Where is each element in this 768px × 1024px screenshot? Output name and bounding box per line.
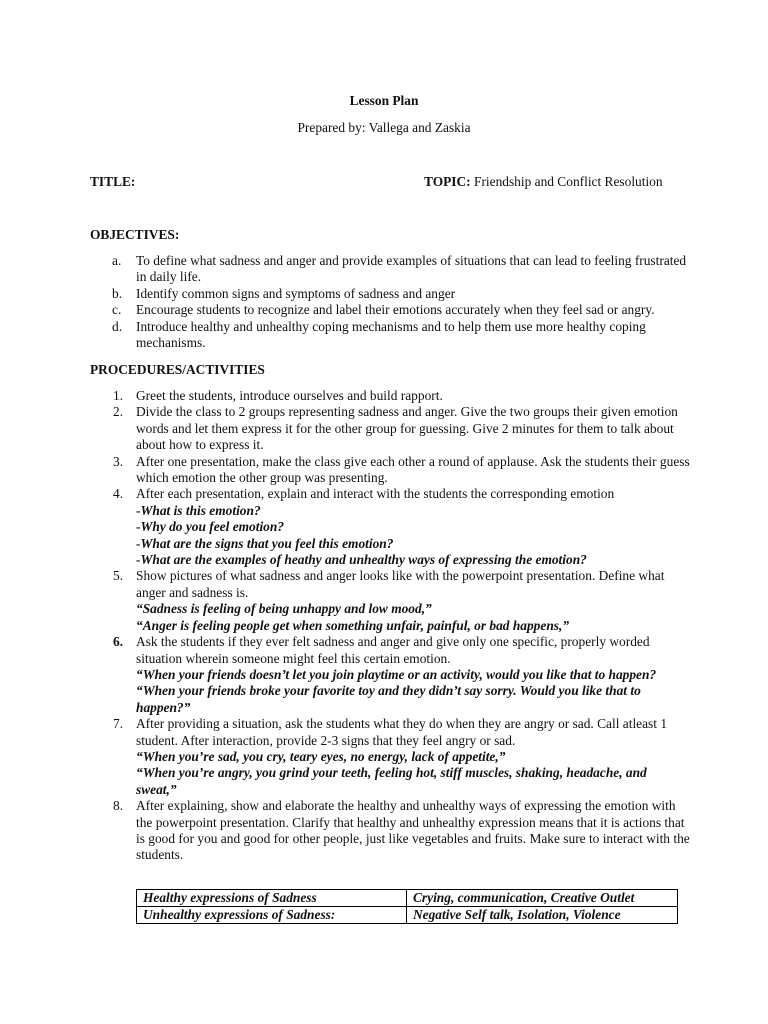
sadness-expressions-table [136,889,678,924]
title-label: TITLE: [90,174,136,189]
list-item [90,253,690,286]
list-marker: a. [112,253,122,268]
table-cell: Crying, communication, Creative Outlet [407,890,678,907]
table-cell: Negative Self talk, Isolation, Violence [407,907,678,924]
list-item [90,568,690,634]
list-item-text: Divide the class to 2 groups representing sadness and anger. Give the two groups their given emotion words and let them express it for the other group for guessing. Give 2 minutes for them to talk about about how to express it. [136,404,678,453]
table-cell: Healthy expressions of Sadness [137,890,407,907]
question-line: -What is this emotion? [136,502,261,518]
list-item [90,302,690,318]
list-item-text: After one presentation, make the class give each other a round of applause. Ask the students their guess which emotion the other group was presenting. [136,453,690,486]
procedures-list [90,388,690,864]
list-marker: 7. [113,716,124,732]
list-item [90,286,690,302]
list-item [90,798,690,864]
topic-label: TOPIC: [424,174,471,189]
procedures-heading: PROCEDURES/ACTIVITIES [90,362,265,377]
list-marker: 5. [113,568,124,584]
table-cell: Unhealthy expressions of Sadness: [137,907,407,924]
list-item-text: Ask the students if they ever felt sadness and anger and give only one specific, properly worded situation wherein someone might feel this certain emotion. [136,634,650,666]
list-item [90,454,690,487]
list-item-text: Identify common signs and symptoms of sadness and anger [136,285,456,301]
quote-line: “When you’re angry, you grind your teeth, feeling hot, stiff muscles, shaking, headache, and sweat,” [136,765,647,797]
list-marker: b. [112,285,123,301]
quote-line: “When your friends doesn’t let you join playtime or an activity, would you like that to happen? [136,666,657,682]
list-item [90,634,690,716]
topic-line [424,174,663,190]
prepared-by: Prepared by: Vallega and Zaskia [297,120,471,135]
question-line: -What are the signs that you feel this emotion? [136,535,394,551]
table-row [137,907,678,924]
list-item-text: Greet the students, introduce ourselves and build rapport. [136,388,443,403]
quote-line: “When you’re sad, you cry, teary eyes, no energy, lack of appetite,” [136,748,506,764]
list-marker: d. [112,318,123,334]
quote-line: “Anger is feeling people get when something unfair, painful, or bad happens,” [136,617,570,633]
list-item [90,388,690,404]
objectives-list [90,253,690,351]
quote-line: “Sadness is feeling of being unhappy and low mood,” [136,601,432,617]
list-item [90,319,690,352]
list-item-text: Encourage students to recognize and label their emotions accurately when they feel sad or angry. [136,302,655,318]
list-item [90,486,690,568]
list-marker: 4. [113,486,124,502]
list-marker: c. [112,302,122,318]
list-item [90,404,690,453]
list-item-text: After each presentation, explain and interact with the students the corresponding emotion [136,486,615,502]
list-marker: 6. [113,634,124,650]
document-title: Lesson Plan [349,93,419,108]
list-marker: 8. [113,798,124,814]
topic-value: Friendship and Conflict Resolution [474,174,663,189]
table-row [137,890,678,907]
question-line: -What are the examples of heathy and unhealthy ways of expressing the emotion? [136,552,587,568]
list-item-text: Introduce healthy and unhealthy coping mechanisms and to help them use more healthy coping mechanisms. [136,318,646,351]
list-item-text: Show pictures of what sadness and anger looks like with the powerpoint presentation. Define what anger and sadness is. [136,568,665,600]
list-item-text: After providing a situation, ask the students what they do when they are angry or sad. Call atleast 1 student. After interaction, provide 2-3 signs that they feel angry or sad. [136,716,668,748]
list-marker: 2. [113,404,124,420]
list-marker: 3. [113,453,124,469]
objectives-heading: OBJECTIVES: [90,227,180,242]
list-item [90,716,690,798]
list-marker: 1. [113,388,124,403]
question-line: -Why do you feel emotion? [136,519,285,535]
list-item-text: To define what sadness and anger and provide examples of situations that can lead to feeling frustrated in daily life. [136,253,687,285]
list-item-text: After explaining, show and elaborate the healthy and unhealthy ways of expressing the emotion with the powerpoint presentation. Clarify that healthy and unhealthy expression means that it is actions that is good for you and good for other people, just like vegetables and fruits. Make sure to interact with the students. [136,798,690,863]
quote-line: “When your friends broke your favorite toy and they didn’t say sorry. Would you like that to happen?” [136,683,641,715]
